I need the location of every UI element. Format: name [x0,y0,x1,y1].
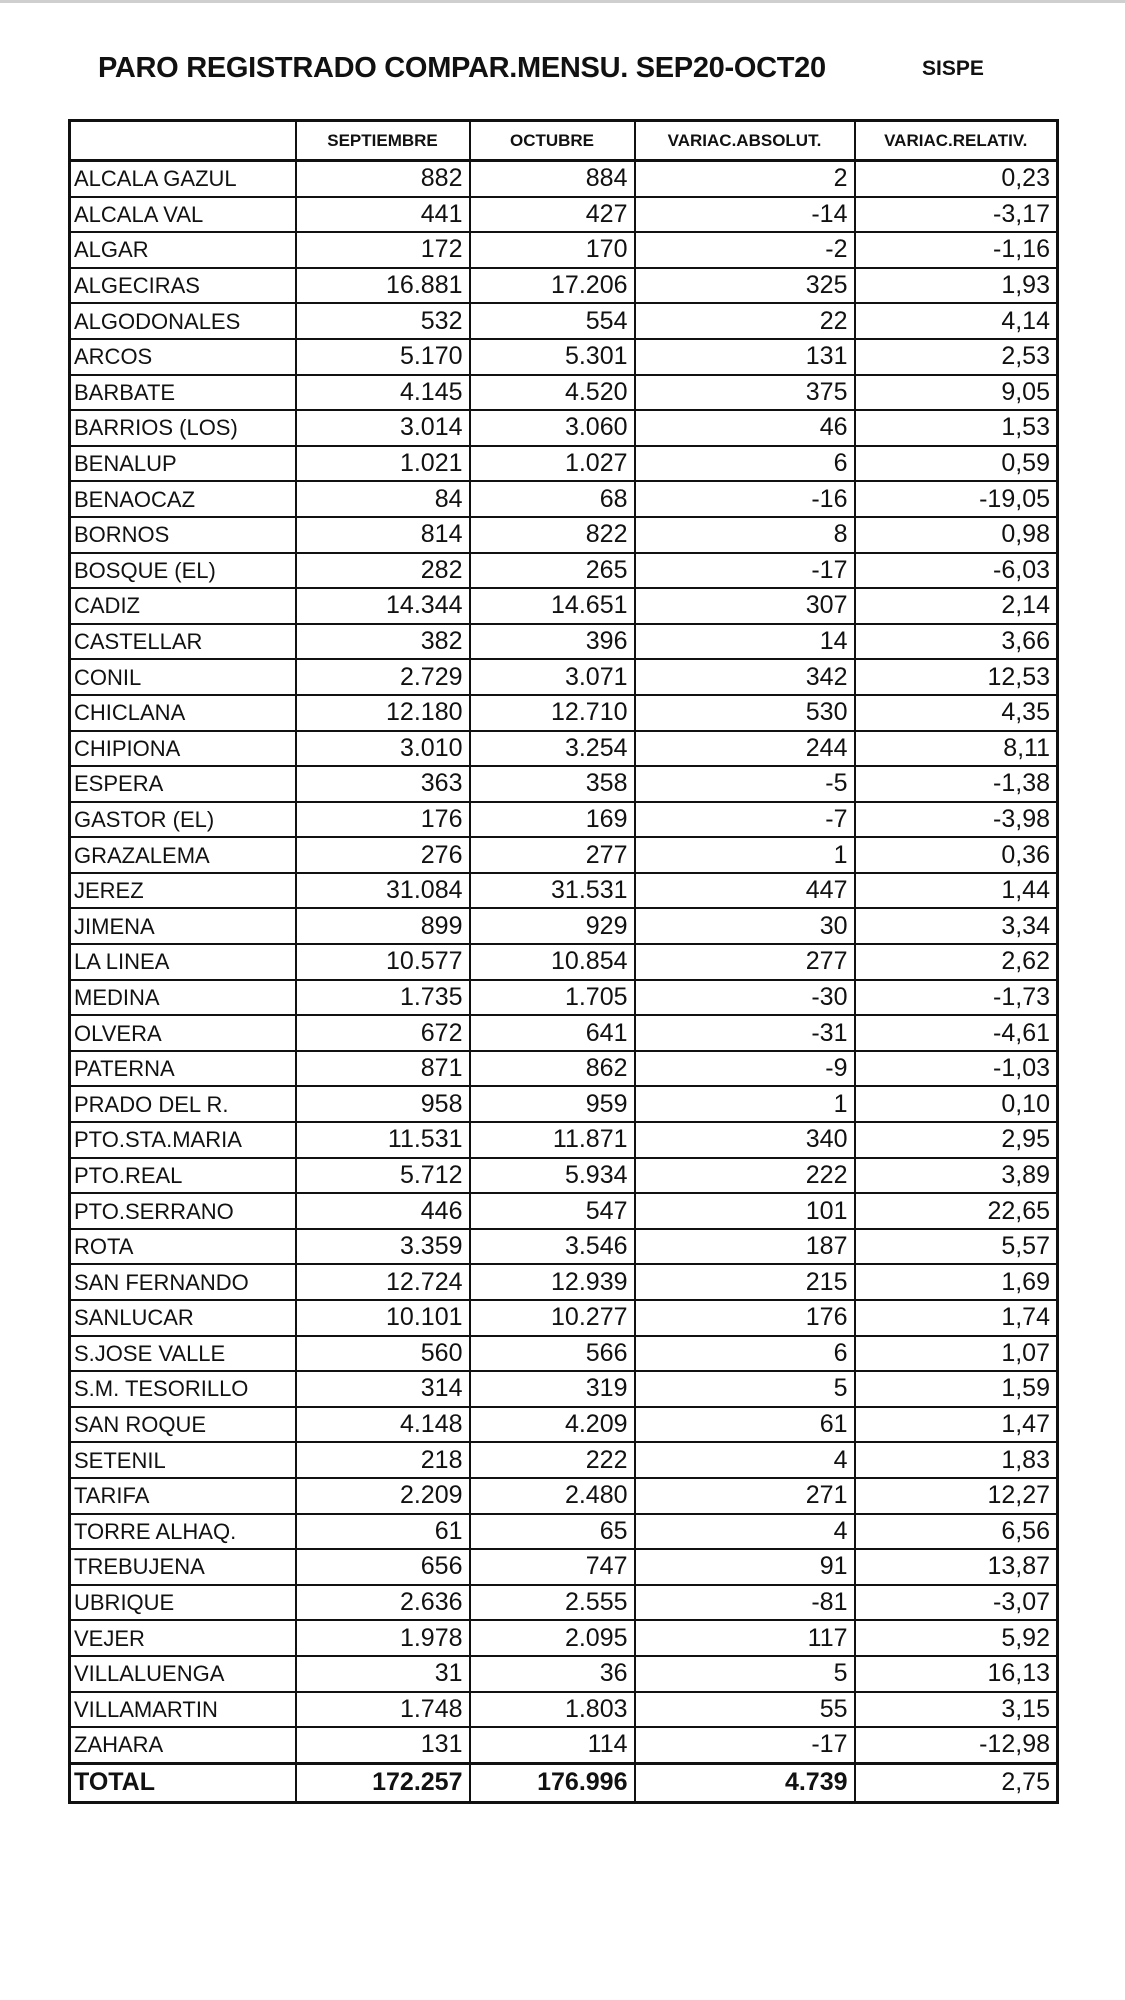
cell-september: 218 [296,1442,470,1478]
table-row [70,1727,1058,1763]
cell-relative-variation: 12,53 [855,659,1058,695]
total-october: 176.996 [470,1763,635,1802]
cell-relative-variation: 0,10 [855,1086,1058,1122]
cell-municipality: CONIL [70,659,296,695]
cell-september: 560 [296,1336,470,1372]
cell-relative-variation: 8,11 [855,731,1058,767]
cell-september: 14.344 [296,588,470,624]
table-row [70,1264,1058,1300]
cell-absolute-variation: -5 [635,766,855,802]
cell-municipality: ZAHARA [70,1727,296,1763]
cell-september: 363 [296,766,470,802]
table-row [70,339,1058,375]
table-row [70,1478,1058,1514]
cell-absolute-variation: 447 [635,873,855,909]
cell-october: 277 [470,837,635,873]
table-row [70,1158,1058,1194]
cell-relative-variation: 3,66 [855,624,1058,660]
cell-relative-variation: 1,93 [855,268,1058,304]
cell-absolute-variation: 4 [635,1514,855,1550]
table-row [70,1051,1058,1087]
table-row [70,553,1058,589]
cell-september: 5.712 [296,1158,470,1194]
cell-october: 358 [470,766,635,802]
cell-municipality: CADIZ [70,588,296,624]
table-row [70,1585,1058,1621]
cell-september: 31.084 [296,873,470,909]
cell-september: 276 [296,837,470,873]
cell-september: 31 [296,1656,470,1692]
cell-october: 1.705 [470,980,635,1016]
cell-september: 282 [296,553,470,589]
cell-municipality: JIMENA [70,908,296,944]
cell-october: 547 [470,1193,635,1229]
cell-municipality: PRADO DEL R. [70,1086,296,1122]
cell-relative-variation: 1,44 [855,873,1058,909]
cell-absolute-variation: 6 [635,446,855,482]
cell-relative-variation: 1,53 [855,410,1058,446]
cell-municipality: TORRE ALHAQ. [70,1514,296,1550]
cell-september: 3.010 [296,731,470,767]
cell-october: 68 [470,481,635,517]
cell-september: 2.209 [296,1478,470,1514]
table-row [70,873,1058,909]
cell-municipality: SETENIL [70,1442,296,1478]
cell-relative-variation: 0,23 [855,161,1058,197]
cell-municipality: SAN ROQUE [70,1407,296,1443]
table-row [70,837,1058,873]
table-row [70,766,1058,802]
cell-absolute-variation: 30 [635,908,855,944]
table-row [70,410,1058,446]
table-row [70,1656,1058,1692]
cell-october: 929 [470,908,635,944]
table-row [70,1193,1058,1229]
cell-absolute-variation: -9 [635,1051,855,1087]
table-header-row [70,121,1058,161]
cell-absolute-variation: -30 [635,980,855,1016]
cell-october: 554 [470,303,635,339]
cell-relative-variation: 1,47 [855,1407,1058,1443]
cell-municipality: BORNOS [70,517,296,553]
table-row [70,268,1058,304]
table-body [70,161,1058,1764]
cell-october: 5.934 [470,1158,635,1194]
cell-relative-variation: 2,14 [855,588,1058,624]
table-row [70,1015,1058,1051]
cell-absolute-variation: 325 [635,268,855,304]
cell-absolute-variation: 117 [635,1620,855,1656]
cell-absolute-variation: 187 [635,1229,855,1265]
table-row [70,517,1058,553]
cell-october: 319 [470,1371,635,1407]
cell-municipality: TREBUJENA [70,1549,296,1585]
cell-october: 36 [470,1656,635,1692]
cell-absolute-variation: 4 [635,1442,855,1478]
cell-municipality: GRAZALEMA [70,837,296,873]
page-title: PARO REGISTRADO COMPAR.MENSU. SEP20-OCT20 [98,52,826,84]
cell-october: 170 [470,232,635,268]
table-row [70,303,1058,339]
header-municipality [70,121,296,161]
cell-september: 131 [296,1727,470,1763]
cell-municipality: PTO.SERRANO [70,1193,296,1229]
cell-municipality: ALGAR [70,232,296,268]
cell-september: 2.729 [296,659,470,695]
cell-relative-variation: -1,73 [855,980,1058,1016]
cell-relative-variation: 13,87 [855,1549,1058,1585]
cell-october: 3.060 [470,410,635,446]
cell-absolute-variation: 375 [635,375,855,411]
cell-september: 1.735 [296,980,470,1016]
cell-absolute-variation: 530 [635,695,855,731]
cell-relative-variation: 22,65 [855,1193,1058,1229]
cell-absolute-variation: 1 [635,1086,855,1122]
table-row [70,908,1058,944]
cell-relative-variation: 4,35 [855,695,1058,731]
cell-absolute-variation: 222 [635,1158,855,1194]
cell-municipality: VILLAMARTIN [70,1692,296,1728]
cell-relative-variation: 5,92 [855,1620,1058,1656]
cell-september: 2.636 [296,1585,470,1621]
cell-relative-variation: 1,74 [855,1300,1058,1336]
cell-municipality: S.JOSE VALLE [70,1336,296,1372]
cell-september: 446 [296,1193,470,1229]
cell-municipality: PTO.STA.MARIA [70,1122,296,1158]
cell-absolute-variation: -17 [635,1727,855,1763]
cell-september: 314 [296,1371,470,1407]
cell-absolute-variation: 2 [635,161,855,197]
table-row [70,446,1058,482]
table-row [70,1620,1058,1656]
cell-october: 959 [470,1086,635,1122]
cell-absolute-variation: -7 [635,802,855,838]
cell-absolute-variation: 6 [635,1336,855,1372]
header-relative-variation: VARIAC.RELATIV. [855,121,1058,161]
cell-municipality: CHICLANA [70,695,296,731]
cell-october: 3.546 [470,1229,635,1265]
cell-absolute-variation: 5 [635,1371,855,1407]
table-row [70,1122,1058,1158]
cell-municipality: ARCOS [70,339,296,375]
cell-municipality: ALCALA GAZUL [70,161,296,197]
cell-relative-variation: 3,34 [855,908,1058,944]
unemployment-table [68,119,1059,1804]
cell-relative-variation: 1,69 [855,1264,1058,1300]
cell-absolute-variation: 342 [635,659,855,695]
cell-october: 10.854 [470,944,635,980]
table-row [70,1442,1058,1478]
cell-municipality: JEREZ [70,873,296,909]
cell-october: 114 [470,1727,635,1763]
cell-october: 822 [470,517,635,553]
cell-municipality: CHIPIONA [70,731,296,767]
cell-september: 11.531 [296,1122,470,1158]
cell-october: 2.480 [470,1478,635,1514]
cell-absolute-variation: 215 [635,1264,855,1300]
cell-absolute-variation: 46 [635,410,855,446]
cell-relative-variation: 2,53 [855,339,1058,375]
header-september: SEPTIEMBRE [296,121,470,161]
cell-october: 396 [470,624,635,660]
cell-october: 17.206 [470,268,635,304]
cell-september: 656 [296,1549,470,1585]
cell-september: 12.180 [296,695,470,731]
cell-absolute-variation: 271 [635,1478,855,1514]
table-row [70,1371,1058,1407]
cell-absolute-variation: -14 [635,197,855,233]
cell-october: 12.939 [470,1264,635,1300]
cell-municipality: SAN FERNANDO [70,1264,296,1300]
cell-october: 222 [470,1442,635,1478]
cell-september: 882 [296,161,470,197]
cell-absolute-variation: 22 [635,303,855,339]
cell-relative-variation: -3,98 [855,802,1058,838]
total-absolute-variation: 4.739 [635,1763,855,1802]
cell-relative-variation: -1,38 [855,766,1058,802]
cell-october: 884 [470,161,635,197]
table-row [70,161,1058,197]
cell-october: 4.209 [470,1407,635,1443]
cell-absolute-variation: -81 [635,1585,855,1621]
cell-september: 10.577 [296,944,470,980]
cell-absolute-variation: -31 [635,1015,855,1051]
cell-municipality: BENALUP [70,446,296,482]
cell-absolute-variation: 1 [635,837,855,873]
cell-september: 4.145 [296,375,470,411]
cell-municipality: OLVERA [70,1015,296,1051]
top-divider [0,0,1125,3]
cell-absolute-variation: 14 [635,624,855,660]
cell-september: 61 [296,1514,470,1550]
cell-relative-variation: 0,98 [855,517,1058,553]
cell-relative-variation: 12,27 [855,1478,1058,1514]
cell-september: 441 [296,197,470,233]
cell-october: 3.254 [470,731,635,767]
cell-relative-variation: 6,56 [855,1514,1058,1550]
cell-september: 382 [296,624,470,660]
table-row [70,1514,1058,1550]
cell-absolute-variation: 55 [635,1692,855,1728]
table-row [70,1086,1058,1122]
cell-september: 4.148 [296,1407,470,1443]
cell-municipality: S.M. TESORILLO [70,1371,296,1407]
cell-absolute-variation: -17 [635,553,855,589]
cell-municipality: ESPERA [70,766,296,802]
cell-municipality: SANLUCAR [70,1300,296,1336]
cell-municipality: GASTOR (EL) [70,802,296,838]
cell-absolute-variation: 244 [635,731,855,767]
cell-relative-variation: -1,16 [855,232,1058,268]
cell-relative-variation: -1,03 [855,1051,1058,1087]
cell-september: 814 [296,517,470,553]
cell-october: 641 [470,1015,635,1051]
cell-relative-variation: 9,05 [855,375,1058,411]
cell-relative-variation: 1,83 [855,1442,1058,1478]
cell-september: 5.170 [296,339,470,375]
table-row [70,1549,1058,1585]
cell-october: 2.095 [470,1620,635,1656]
cell-september: 3.014 [296,410,470,446]
cell-municipality: ALGODONALES [70,303,296,339]
table-row [70,232,1058,268]
table-row [70,1336,1058,1372]
total-september: 172.257 [296,1763,470,1802]
cell-relative-variation: 0,59 [855,446,1058,482]
table-row [70,802,1058,838]
cell-absolute-variation: 277 [635,944,855,980]
cell-municipality: ALGECIRAS [70,268,296,304]
table-row [70,1407,1058,1443]
cell-september: 10.101 [296,1300,470,1336]
header-october: OCTUBRE [470,121,635,161]
cell-municipality: BOSQUE (EL) [70,553,296,589]
table-row [70,375,1058,411]
table-row [70,1692,1058,1728]
total-relative-variation: 2,75 [855,1763,1058,1802]
cell-relative-variation: -12,98 [855,1727,1058,1763]
cell-october: 862 [470,1051,635,1087]
table-row [70,197,1058,233]
cell-relative-variation: -19,05 [855,481,1058,517]
cell-september: 16.881 [296,268,470,304]
cell-october: 3.071 [470,659,635,695]
cell-municipality: MEDINA [70,980,296,1016]
cell-october: 427 [470,197,635,233]
cell-municipality: ROTA [70,1229,296,1265]
source-label: SISPE [922,57,984,80]
table-row [70,695,1058,731]
cell-absolute-variation: 340 [635,1122,855,1158]
cell-relative-variation: 2,62 [855,944,1058,980]
cell-october: 1.803 [470,1692,635,1728]
cell-relative-variation: 5,57 [855,1229,1058,1265]
cell-october: 5.301 [470,339,635,375]
cell-municipality: TARIFA [70,1478,296,1514]
cell-municipality: LA LINEA [70,944,296,980]
cell-municipality: PTO.REAL [70,1158,296,1194]
cell-october: 747 [470,1549,635,1585]
cell-october: 12.710 [470,695,635,731]
cell-september: 3.359 [296,1229,470,1265]
cell-september: 532 [296,303,470,339]
cell-october: 10.277 [470,1300,635,1336]
cell-municipality: BARRIOS (LOS) [70,410,296,446]
cell-september: 899 [296,908,470,944]
cell-relative-variation: -3,17 [855,197,1058,233]
cell-september: 172 [296,232,470,268]
cell-october: 4.520 [470,375,635,411]
cell-relative-variation: 4,14 [855,303,1058,339]
total-row [70,1763,1058,1802]
table-row [70,980,1058,1016]
cell-september: 12.724 [296,1264,470,1300]
cell-municipality: CASTELLAR [70,624,296,660]
cell-absolute-variation: -2 [635,232,855,268]
cell-relative-variation: -4,61 [855,1015,1058,1051]
cell-october: 2.555 [470,1585,635,1621]
cell-relative-variation: 2,95 [855,1122,1058,1158]
table-row [70,588,1058,624]
cell-october: 169 [470,802,635,838]
cell-october: 566 [470,1336,635,1372]
cell-municipality: BARBATE [70,375,296,411]
table-row [70,659,1058,695]
cell-municipality: BENAOCAZ [70,481,296,517]
total-label: TOTAL [70,1763,296,1802]
cell-relative-variation: -6,03 [855,553,1058,589]
cell-absolute-variation: 307 [635,588,855,624]
cell-absolute-variation: 101 [635,1193,855,1229]
cell-municipality: ALCALA VAL [70,197,296,233]
table-row [70,1229,1058,1265]
table-row [70,624,1058,660]
table-row [70,944,1058,980]
header-absolute-variation: VARIAC.ABSOLUT. [635,121,855,161]
table-row [70,1300,1058,1336]
cell-municipality: VEJER [70,1620,296,1656]
cell-absolute-variation: 8 [635,517,855,553]
cell-relative-variation: 1,59 [855,1371,1058,1407]
cell-absolute-variation: 61 [635,1407,855,1443]
cell-municipality: PATERNA [70,1051,296,1087]
cell-relative-variation: -3,07 [855,1585,1058,1621]
cell-relative-variation: 16,13 [855,1656,1058,1692]
cell-absolute-variation: 176 [635,1300,855,1336]
table-row [70,731,1058,767]
cell-relative-variation: 3,89 [855,1158,1058,1194]
cell-absolute-variation: -16 [635,481,855,517]
cell-absolute-variation: 131 [635,339,855,375]
cell-september: 1.978 [296,1620,470,1656]
cell-relative-variation: 1,07 [855,1336,1058,1372]
cell-september: 1.021 [296,446,470,482]
cell-september: 84 [296,481,470,517]
cell-september: 1.748 [296,1692,470,1728]
cell-october: 65 [470,1514,635,1550]
table-row [70,481,1058,517]
cell-september: 958 [296,1086,470,1122]
cell-absolute-variation: 5 [635,1656,855,1692]
cell-october: 11.871 [470,1122,635,1158]
cell-october: 265 [470,553,635,589]
cell-municipality: UBRIQUE [70,1585,296,1621]
cell-relative-variation: 3,15 [855,1692,1058,1728]
cell-october: 31.531 [470,873,635,909]
cell-september: 672 [296,1015,470,1051]
cell-municipality: VILLALUENGA [70,1656,296,1692]
cell-october: 14.651 [470,588,635,624]
cell-absolute-variation: 91 [635,1549,855,1585]
cell-september: 176 [296,802,470,838]
cell-september: 871 [296,1051,470,1087]
cell-october: 1.027 [470,446,635,482]
cell-relative-variation: 0,36 [855,837,1058,873]
